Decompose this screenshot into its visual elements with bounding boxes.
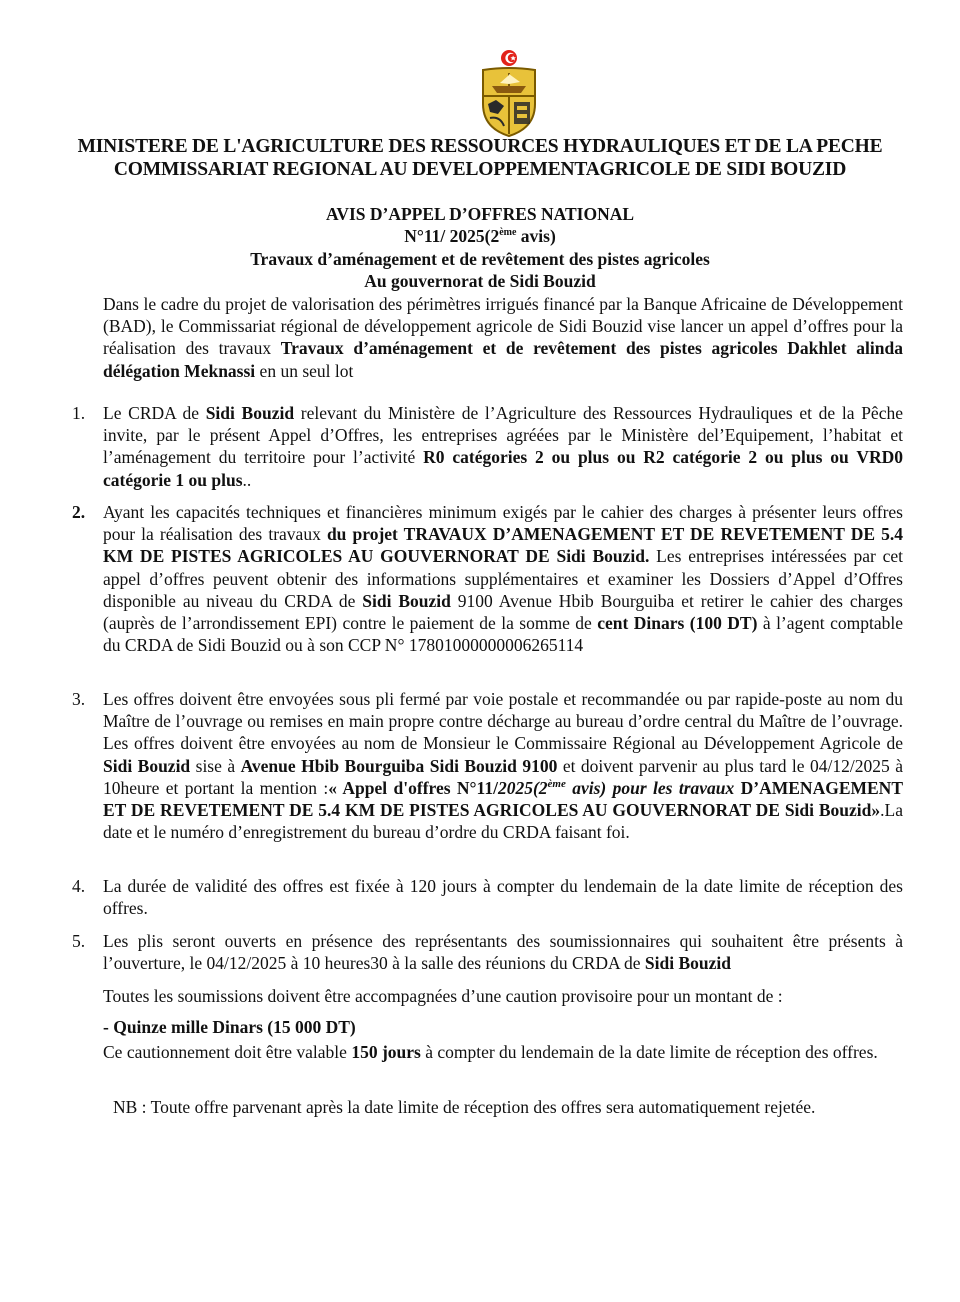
notice-subject: Travaux d’aménagement et de revêtement des pistes agricoles xyxy=(250,249,710,269)
item-number: 2. xyxy=(72,502,86,522)
ministry-name: MINISTERE DE L'AGRICULTURE DES RESSOURCES HYDRAULIQUES ET DE LA PECHE xyxy=(77,136,883,157)
nb-note: NB : Toute offre parvenant après la date limite de réception des offres sera automatiquement rejetée. xyxy=(113,1097,816,1117)
item-text: Les offres doivent être envoyées sous pli fermé par voie postale et recommandée ou par rapide-poste au nom du Maître de l’ouvrage ou remises en main propre contre décharge au bureau d’ordre central du Maître de l’ouvrage. Les offres doivent être envoyées au nom de Monsieur le Commissaire Régional au Développement Agricole de Sidi Bouzid sise à Avenue Hbib Bourguiba Sidi Bouzid 9100 et doivent parvenir au plus tard le 04/12/2025 à 10heure et portant la mention :« Appel d'offres N°11/2025(2ème avis) pour les travaux D’AMENAGEMENT ET DE REVETEMENT DE 5.4 KM DE PISTES AGRICOLES AU GOUVERNORAT DE Sidi Bouzid».La date et le numéro d’enregistrement du bureau d’ordre du CRDA faisant foi. xyxy=(103,689,903,843)
item-text: Le CRDA de Sidi Bouzid relevant du Ministère de l’Agriculture des Ressources Hydrauliques et de la Pêche invite, par le présent Appel d’Offres, les entreprises agréées par le Ministère del’Equipement, l’habitat et l’aménagement du territoire pour l’activité R0 catégories 2 ou plus ou R2 catégorie 2 ou plus ou VRD0 catégorie 1 ou plus.. xyxy=(103,403,903,490)
notice-location: Au gouvernorat de Sidi Bouzid xyxy=(364,271,596,291)
item-number: 4. xyxy=(72,876,86,896)
item-text: Les plis seront ouverts en présence des représentants des soumissionnaires qui souhaitent être présents à l’ouverture, le 04/12/2025 à 10 heures30 à la salle des réunions du CRDA de Sidi Bouzid xyxy=(103,931,903,974)
notice-number: N°11/ 2025(2ème avis) xyxy=(404,226,556,246)
intro-paragraph: Dans le cadre du projet de valorisation des périmètres irrigués financé par la Banque Africaine de Développement (BAD), le Commissariat régional de développement agricole de Sidi Bouzid vise lancer un appel d’offres pour la réalisation des travaux Travaux d’aménagement et de revêtement des pistes agricoles Dakhlet alinda délégation Meknassi en un seul lot xyxy=(103,294,903,381)
caution-intro: Toutes les soumissions doivent être accompagnées d’une caution provisoire pour un montant de : xyxy=(103,986,783,1006)
caution-validity: Ce cautionnement doit être valable 150 jours à compter du lendemain de la date limite de réception des offres. xyxy=(103,1042,878,1062)
caution-amount: - Quinze mille Dinars (15 000 DT) xyxy=(103,1017,356,1037)
item-text: La durée de validité des offres est fixée à 120 jours à compter du lendemain de la date limite de réception des offres. xyxy=(103,876,903,919)
commissariat-name: COMMISSARIAT REGIONAL AU DEVELOPPEMENTAGRICOLE DE SIDI BOUZID xyxy=(113,159,847,180)
item-number: 1. xyxy=(72,403,86,423)
item-text: Ayant les capacités techniques et financières minimum exigés par le cahier des charges à présenter leurs offres pour la réalisation des travaux du projet TRAVAUX D’AMENAGEMENT ET DE REVETEMENT DE 5.4 KM DE PISTES AGRICOLES AU GOUVERNORAT DE Sidi Bouzid. Les entreprises intéressées par cet appel d’offres peuvent obtenir des informations supplémentaires et examiner les Dossiers d’Appel d’Offres disponible au niveau du CRDA de Sidi Bouzid 9100 Avenue Hbib Bourguiba et retirer le cahier des charges (auprès de l’arrondissement EPI) contre le paiement de la somme de cent Dinars (100 DT) à l’agent comptable du CRDA de Sidi Bouzid ou à son CCP N° 17801000000006265114 xyxy=(103,502,903,656)
item-number: 5. xyxy=(72,931,86,951)
item-number: 3. xyxy=(72,689,86,709)
notice-title: AVIS D’APPEL D’OFFRES NATIONAL xyxy=(325,204,635,224)
coat-of-arms-emblem xyxy=(476,46,542,138)
